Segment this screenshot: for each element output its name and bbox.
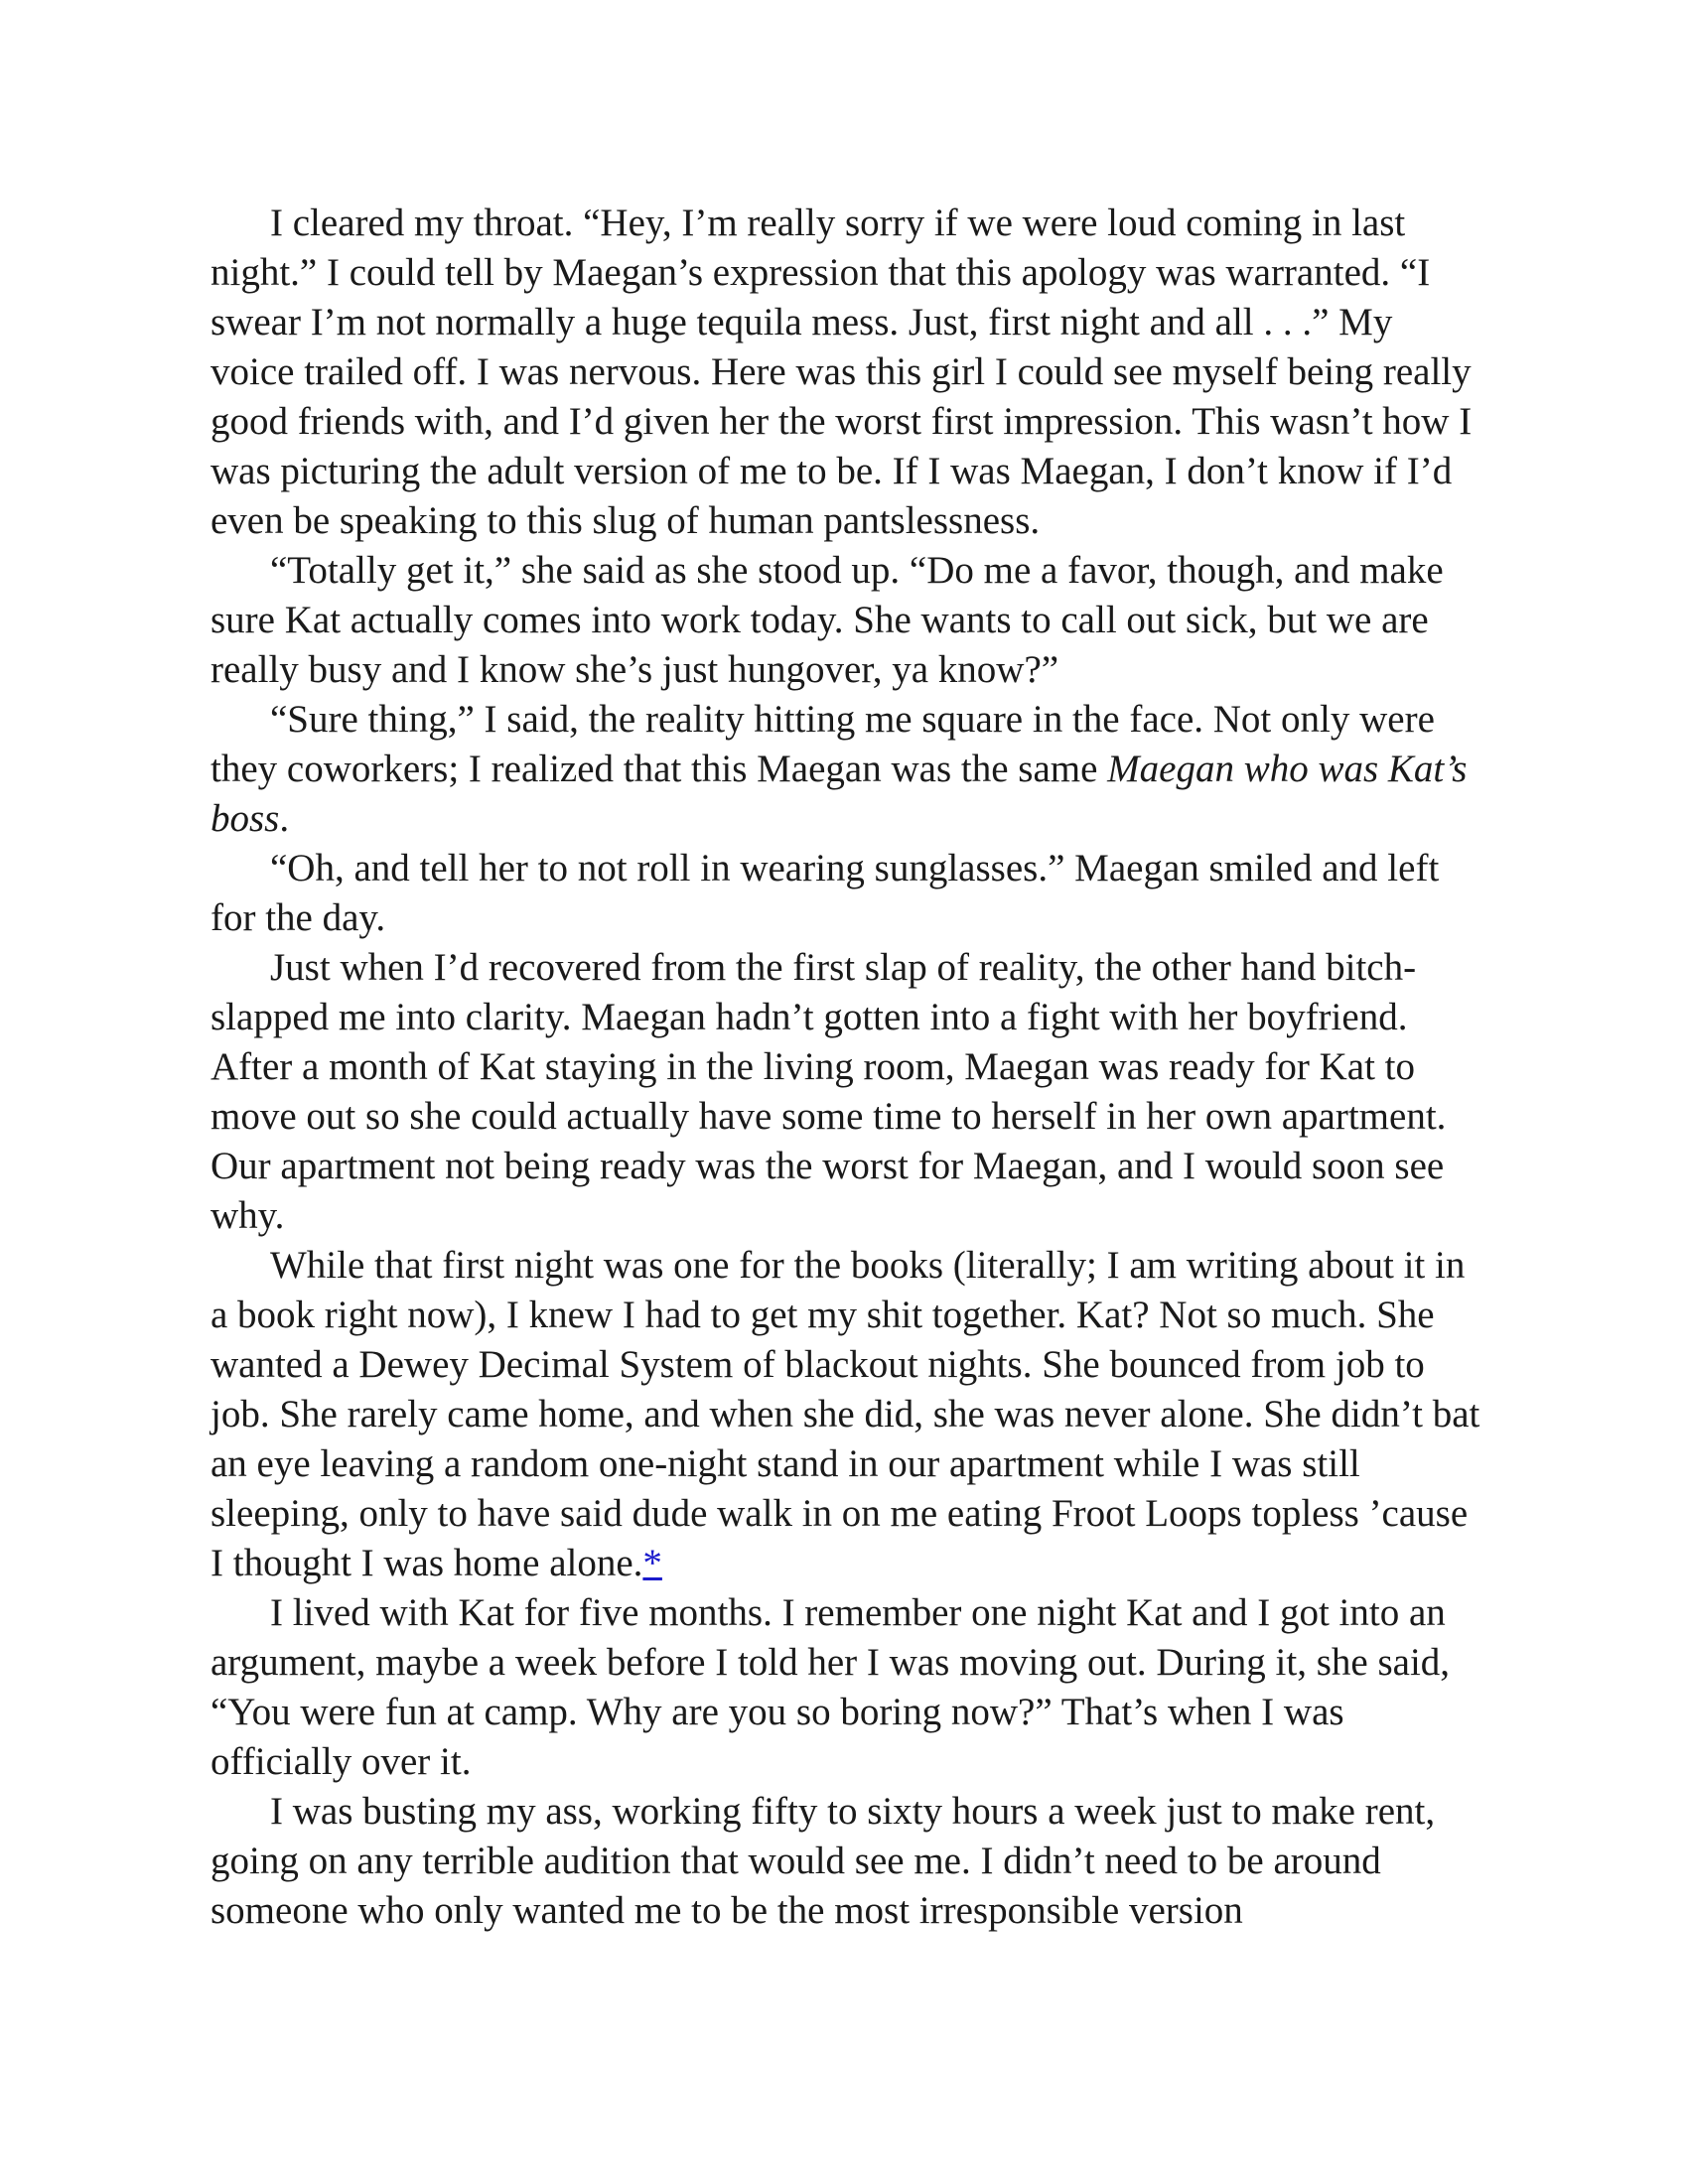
paragraph-apology: [211, 199, 1481, 546]
footnote-link[interactable]: *: [642, 1542, 662, 1584]
paragraph-text: I was busting my ass, working fifty to sixty hours a week just to make rent, going on any terrible audition that would see me. I didn’t need to be around someone who only wanted me to be the most irresponsible version: [211, 1790, 1436, 1932]
italic-phrase: Maegan who was Kat’s boss: [211, 748, 1468, 840]
paragraph-totally-get-it: [211, 546, 1481, 695]
paragraph-text: “Sure thing,” I said, the reality hitting me square in the face. Not only were they coworkers; I realized that this Maegan was the same: [211, 698, 1435, 790]
paragraph-text: “Oh, and tell her to not roll in wearing sunglasses.” Maegan smiled and left for the day.: [211, 847, 1440, 939]
paragraph-sunglasses: [211, 844, 1481, 943]
paragraph-text: While that first night was one for the books (literally; I am writing about it in a book right now), I knew I had to get my shit together. Kat? Not so much. She wanted a Dewey Decimal System of blackout nights. She bounced from job to job. She rarely came home, and when she did, she was never alone. She didn’t bat an eye leaving a random one-night stand in our apartment while I was still sleeping, only to have said dude walk in on me eating Froot Loops topless ’cause I thought I was home alone.: [211, 1244, 1480, 1584]
paragraph-text: Just when I’d recovered from the first slap of reality, the other hand bitch-slapped me into clarity. Maegan hadn’t gotten into a fight with her boyfriend. After a month of Kat staying in the living room, Maegan was ready for Kat to move out so she could actually have some time to herself in her own apartment. Our apartment not being ready was the worst for Maegan, and I would soon see why.: [211, 946, 1447, 1237]
paragraph-five-months: [211, 1588, 1481, 1787]
paragraph-sure-thing: [211, 695, 1481, 844]
paragraph-text: I lived with Kat for five months. I remember one night Kat and I got into an argument, maybe a week before I told her I was moving out. During it, she said, “You were fun at camp. Why are you so boring now?” That’s when I was officially over it.: [211, 1591, 1451, 1783]
paragraph-text-end: .: [279, 797, 290, 840]
paragraph-busting: [211, 1787, 1481, 1936]
paragraph-first-night: [211, 1241, 1481, 1588]
paragraph-text: I cleared my throat. “Hey, I’m really sorry if we were loud coming in last night.” I could tell by Maegan’s expression that this apology was warranted. “I swear I’m not normally a huge tequila mess. Just, first night and all . . .” My voice trailed off. I was nervous. Here was this girl I could see myself being really good friends with, and I’d given her the worst first impression. This wasn’t how I was picturing the adult version of me to be. If I was Maegan, I don’t know if I’d even be speaking to this slug of human pantslessness.: [211, 202, 1473, 542]
book-page-body: [211, 199, 1481, 1936]
paragraph-reality-slap: [211, 943, 1481, 1241]
paragraph-text: “Totally get it,” she said as she stood up. “Do me a favor, though, and make sure Kat actually comes into work today. She wants to call out sick, but we are really busy and I know she’s just hungover, ya know?”: [211, 549, 1444, 691]
